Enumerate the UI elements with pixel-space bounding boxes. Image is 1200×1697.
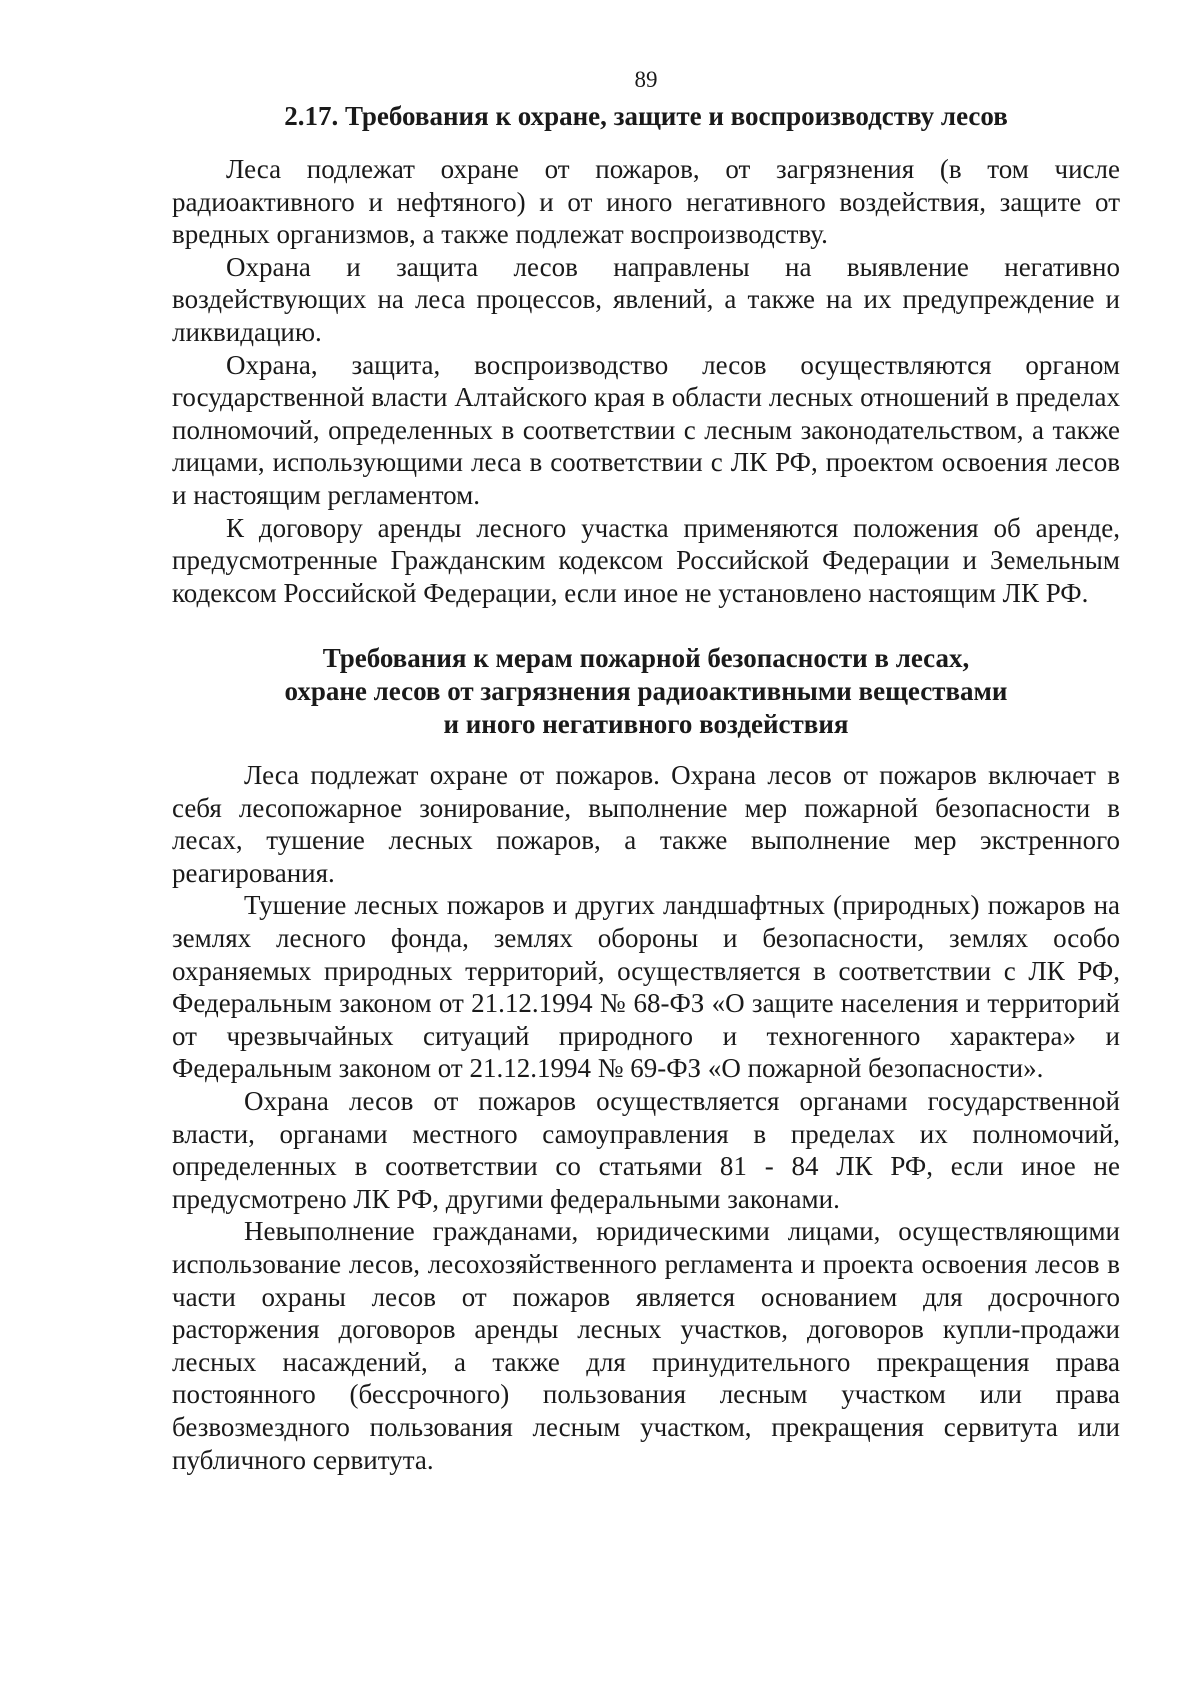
paragraph: Невыполнение гражданами, юридическими лицами, осуществляющими использование лесов, лесохозяйственного регламента и проекта освоения лесов в части охраны лесов от пожаров является основанием для досрочного расторжения договоров аренды лесных участков, договоров купли-продажи лесных насаждений, а также для принудительного прекращения права постоянного (бессрочного) пользования лесным участком или права безвозмездного пользования лесным участком, прекращения сервитута или публичного сервитута. xyxy=(172,1216,1120,1475)
paragraph: Охрана лесов от пожаров осуществляется органами государственной власти, органами местного самоуправления в пределах их полномочий, определенных в соответствии со статьями 81 - 84 ЛК РФ, если иное не предусмотрено ЛК РФ, другими федеральными законами. xyxy=(172,1086,1120,1214)
section-forest-protection xyxy=(172,100,1120,609)
subsection-heading-line: охране лесов от загрязнения радиоактивными веществами xyxy=(284,675,1008,706)
section-fire-safety xyxy=(172,642,1120,1476)
paragraph: К договору аренды лесного участка применяются положения об аренде, предусмотренные Гражданским кодексом Российской Федерации и Земельным кодексом Российской Федерации, если иное не установлено настоящим ЛК РФ. xyxy=(172,512,1120,608)
document-page xyxy=(172,66,1120,1476)
subsection-heading-line: и иного негативного воздействия xyxy=(443,708,849,739)
subsection-heading xyxy=(172,642,1120,740)
paragraph: Охрана и защита лесов направлены на выявление негативно воздействующих на леса процессов, явлений, а также на их предупреждение и ликвидацию. xyxy=(172,251,1120,347)
paragraph: Леса подлежат охране от пожаров. Охрана лесов от пожаров включает в себя лесопожарное зонирование, выполнение мер пожарной безопасности в лесах, тушение лесных пожаров, а также выполнение мер экстренного реагирования. xyxy=(172,760,1120,888)
paragraph: Охрана, защита, воспроизводство лесов осуществляются органом государственной власти Алтайского края в области лесных отношений в пределах полномочий, определенных в соответствии с лесным законодательством, а также лицами, использующими леса в соответствии с ЛК РФ, проектом освоения лесов и настоящим регламентом. xyxy=(172,349,1120,510)
paragraph: Леса подлежат охране от пожаров, от загрязнения (в том числе радиоактивного и нефтяного) и от иного негативного воздействия, защите от вредных организмов, а также подлежат воспроизводству. xyxy=(172,154,1120,250)
subsection-heading-line: Требования к мерам пожарной безопасности в лесах, xyxy=(322,643,970,674)
paragraph: Тушение лесных пожаров и других ландшафтных (природных) пожаров на землях лесного фонда, землях обороны и безопасности, землях особо охраняемых природных территорий, осуществляется в соответствии с ЛК РФ, Федеральным законом от 21.12.1994 № 68-ФЗ «О защите населения и территорий от чрезвычайных ситуаций природного и техногенного характера» и Федеральным законом от 21.12.1994 № 69-ФЗ «О пожарной безопасности». xyxy=(172,890,1120,1084)
section-heading: 2.17. Требования к охране, защите и воспроизводству лесов xyxy=(284,101,1008,131)
page-number: 89 xyxy=(634,67,658,92)
